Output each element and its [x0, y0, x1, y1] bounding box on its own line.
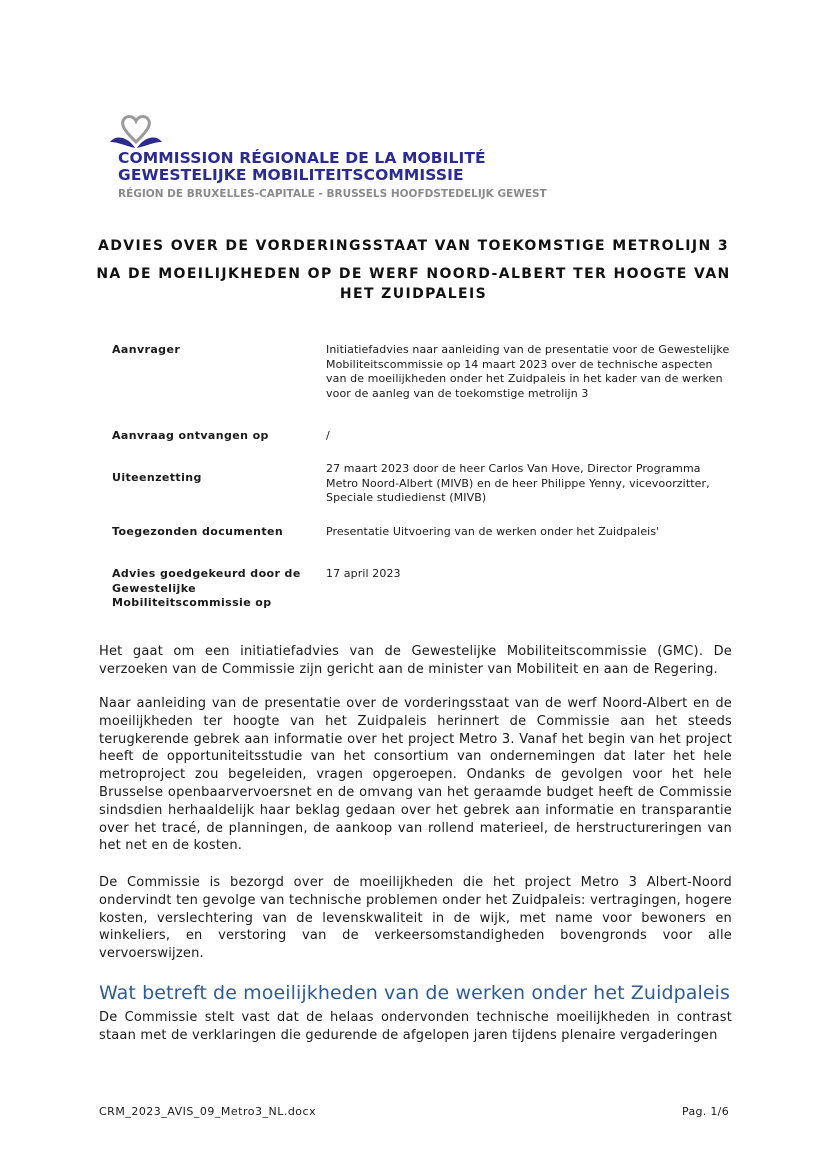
org-name-nl: GEWESTELIJKE MOBILITEITSCOMMISSIE: [118, 166, 464, 184]
info-label: Advies goedgekeurd door de Gewestelijke Mobiliteitscommissie op: [112, 567, 301, 609]
info-value: Initiatiefadvies naar aanleiding van de presentatie voor de Gewestelijke Mobiliteitscommissie op 14 maart 2023 over de technische aspecten van de moeilijkheden onder het Zuidpaleis in het kader van de werken voor de aanleg van de toekomstige metrolijn 3: [326, 343, 730, 400]
info-value: /: [326, 429, 330, 442]
organization-name: [118, 150, 547, 202]
body-paragraph: Het gaat om een initiatiefadvies van de Gewestelijke Mobiliteitscommissie (GMC). De verzoeken van de Commissie zijn gericht aan de minister van Mobiliteit en aan de Regering.: [99, 644, 732, 677]
info-value: 17 april 2023: [326, 567, 401, 580]
info-value: Presentatie Uitvoering van de werken onder het Zuidpaleis': [326, 525, 660, 538]
org-region: RÉGION DE BRUXELLES-CAPITALE - BRUSSELS HOOFDSTEDELIJK GEWEST: [118, 188, 547, 200]
section-heading: Wat betreft de moeilijkheden van de werken onder het Zuidpaleis: [99, 982, 731, 1004]
body-paragraph: De Commissie stelt vast dat de helaas ondervonden technische moeilijkheden in contrast staan met de verklaringen die gedurende de afgelopen jaren tijdens plenaire vergaderingen: [99, 1010, 732, 1043]
info-value: 27 maart 2023 door de heer Carlos Van Hove, Director Programma Metro Noord-Albert (MIVB) en de heer Philippe Yenny, vicevoorzitter, Speciale studiedienst (MIVB): [326, 462, 710, 504]
body-paragraph: De Commissie is bezorgd over de moeilijkheden die het project Metro 3 Albert-Noord ondervindt ten gevolge van technische problemen onder het Zuidpaleis: vertragingen, hogere kosten, verslechtering van de levenskwaliteit in de wijk, met name voor bewoners en winkeliers, en verstoring van de verkeersomstandigheden bovengronds voor alle vervoerswijzen.: [99, 875, 732, 962]
document-title-line1: ADVIES OVER DE VORDERINGSSTAAT VAN TOEKOMSTIGE METROLIJN 3: [97, 238, 730, 254]
body-paragraph: Naar aanleiding van de presentatie over de vorderingsstaat van de werf Noord-Albert en de moeilijkheden ter hoogte van het Zuidpaleis herinnert de Commissie aan het steeds terugkerende gebrek aan informatie over het project Metro 3. Vanaf het begin van het project heeft de opportuniteitsstudie van het consortium van ondernemingen dat later het hele metroproject zou begeleiden, vragen opgeroepen. Ondanks de gevolgen voor het hele Brusselse openbaarvervoersnet en de omvang van het geraamde budget heeft de Commissie sindsdien herhaaldelijk haar beklag gedaan over het gebrek aan informatie en transparantie over het tracé, de planningen, de aankoop van rollend materieel, de herstructureringen van het net en de kosten.: [99, 696, 732, 854]
document-title-line2: NA DE MOEILIJKHEDEN OP DE WERF NOORD-ALBERT TER HOOGTE VAN HET ZUIDPALEIS: [96, 266, 731, 302]
footer-filename: CRM_2023_AVIS_09_Metro3_NL.docx: [99, 1105, 317, 1118]
info-label: Toegezonden documenten: [112, 525, 284, 538]
info-label: Aanvraag ontvangen op: [112, 429, 269, 442]
info-label: Aanvrager: [112, 343, 181, 356]
hearts-logo-icon: [108, 112, 164, 152]
footer-page-number: Pag. 1/6: [682, 1105, 729, 1118]
org-name-fr: COMMISSION RÉGIONALE DE LA MOBILITÉ: [118, 149, 486, 167]
info-label: Uiteenzetting: [112, 471, 202, 484]
